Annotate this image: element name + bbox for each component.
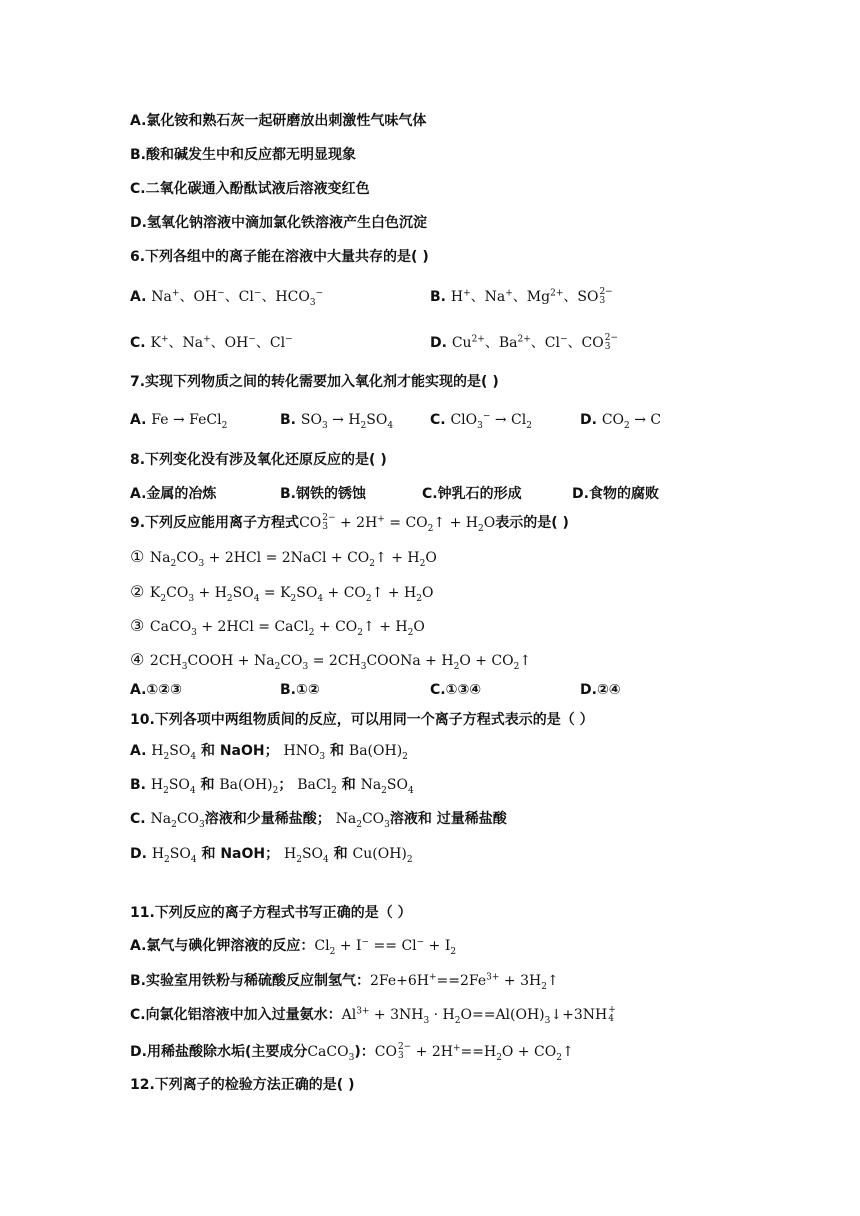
q9-option-b: B.①② bbox=[280, 682, 320, 698]
q5-option-c: C.二氧化碳通入酚酞试液后溶液变红色 bbox=[130, 181, 370, 197]
q8-option-a: A.金属的冶炼 bbox=[130, 486, 217, 502]
q8-option-b: B.钢铁的锈蚀 bbox=[280, 486, 366, 502]
q6-option-b: B. H+、Na+、$Mg^{2+}$、SO 2− 3 bbox=[430, 287, 613, 306]
q6-option-d: D. $Cu^{2+}$、$Ba^{2+}$、Cl−、CO 2− 3 bbox=[430, 333, 618, 352]
q7-option-b: B. $SO_3 \to H_2SO_4$ bbox=[280, 412, 394, 431]
q11-option-b: B.实验室用铁粉与稀硫酸反应制氢气：$2Fe+6H^+==2Fe^{3+}$ + $3H_2↑$ bbox=[130, 972, 559, 992]
q7-option-a: A. Fe → FeCl$_2$ bbox=[130, 412, 228, 431]
q10-option-d: D. $H_2SO_4$ 和 NaOH； $H_2SO_4$ 和 $Cu(OH)_2$ bbox=[130, 846, 413, 865]
q9-equation-2: ② $K_2CO_3 + H_2SO_4 = K_2SO_4$ + $CO_2↑ + H_2O$ bbox=[130, 582, 434, 604]
q8-option-d: D.食物的腐败 bbox=[572, 486, 659, 502]
q10-stem: 10.下列各项中两组物质间的反应，可以用同一个离子方程式表示的是（ ） bbox=[130, 712, 594, 728]
q11-option-d: D.用稀盐酸除水垢(主要成分CaCO$_3$)：CO 2− 3 + $2H^+==H_2O$ + $CO_2↑$ bbox=[130, 1042, 574, 1063]
q7-option-d: D. $CO_2 \to C$ bbox=[580, 412, 662, 431]
q5-option-b: B.酸和碱发生中和反应都无明显现象 bbox=[130, 147, 356, 163]
q9-option-d: D.②④ bbox=[580, 682, 621, 698]
q9-option-a: A.①②③ bbox=[130, 682, 182, 698]
q11-option-a: A.氯气与碘化钾溶液的反应：$Cl_2 + I^- == Cl^- + I_2$ bbox=[130, 937, 457, 957]
q7-stem: 7.实现下列物质之间的转化需要加入氧化剂才能实现的是( ) bbox=[130, 374, 499, 390]
q9-equation-3: ③ CaCO$_3$ + 2HCl = CaCl$_2$ + $CO_2↑ + H_2O$ bbox=[130, 616, 425, 638]
q10-option-a: A. $H_2SO_4$ 和 NaOH； $HNO_3$ 和 $Ba(OH)_2$ bbox=[130, 743, 408, 762]
q8-stem: 8.下列变化没有涉及氧化还原反应的是( ) bbox=[130, 452, 387, 468]
q5-option-a: A.氯化铵和熟石灰一起研磨放出刺激性气味气体 bbox=[130, 113, 427, 129]
q9-stem: 9.下列反应能用离子方程式CO 2− 3 + $2H^+ = CO_2↑ + H_2O$表示的是( ) bbox=[130, 513, 569, 534]
q5-option-d: D.氢氧化钠溶液中滴加氯化铁溶液产生白色沉淀 bbox=[130, 215, 427, 231]
q10-option-b: B. $H_2SO_4$ 和 $Ba(OH)_2$； BaCl$_2$ 和 $Na_2SO_4$ bbox=[130, 777, 414, 796]
q10-option-c: C. $Na_2CO_3$溶液和少量稀盐酸； $Na_2CO_3$溶液和 过量稀盐酸 bbox=[130, 811, 507, 830]
q9-option-c: C.①③④ bbox=[430, 682, 482, 698]
q7-option-c: C. $ClO_3^- \to Cl_2$ bbox=[430, 411, 532, 431]
q8-option-c: C.钟乳石的形成 bbox=[422, 486, 522, 502]
q12-stem: 12.下列离子的检验方法正确的是( ) bbox=[130, 1077, 355, 1093]
q11-stem: 11.下列反应的离子方程式书写正确的是（ ） bbox=[130, 905, 412, 921]
q6-option-a: A. Na+、OH−、Cl−、$HCO_3^-$ bbox=[130, 288, 324, 308]
q9-equation-1: ① $Na_2CO_3 + 2HCl$ = 2NaCl + $CO_2↑ + H_2O$ bbox=[130, 547, 437, 569]
q6-option-c: C. K+、Na+、OH−、Cl− bbox=[130, 334, 293, 351]
q11-option-c: C.向氯化铝溶液中加入过量氨水：$Al^{3+} + 3NH_3$ · $H_2O==Al(OH)_3↓+3NH$ + 4 bbox=[130, 1005, 616, 1026]
q9-equation-4: ④ $2CH_3COOH + Na_2CO_3$ = $2CH_3COONa + H_2O$ + $CO_2↑$ bbox=[130, 650, 532, 672]
q6-stem: 6.下列各组中的离子能在溶液中大量共存的是( ) bbox=[130, 249, 429, 265]
